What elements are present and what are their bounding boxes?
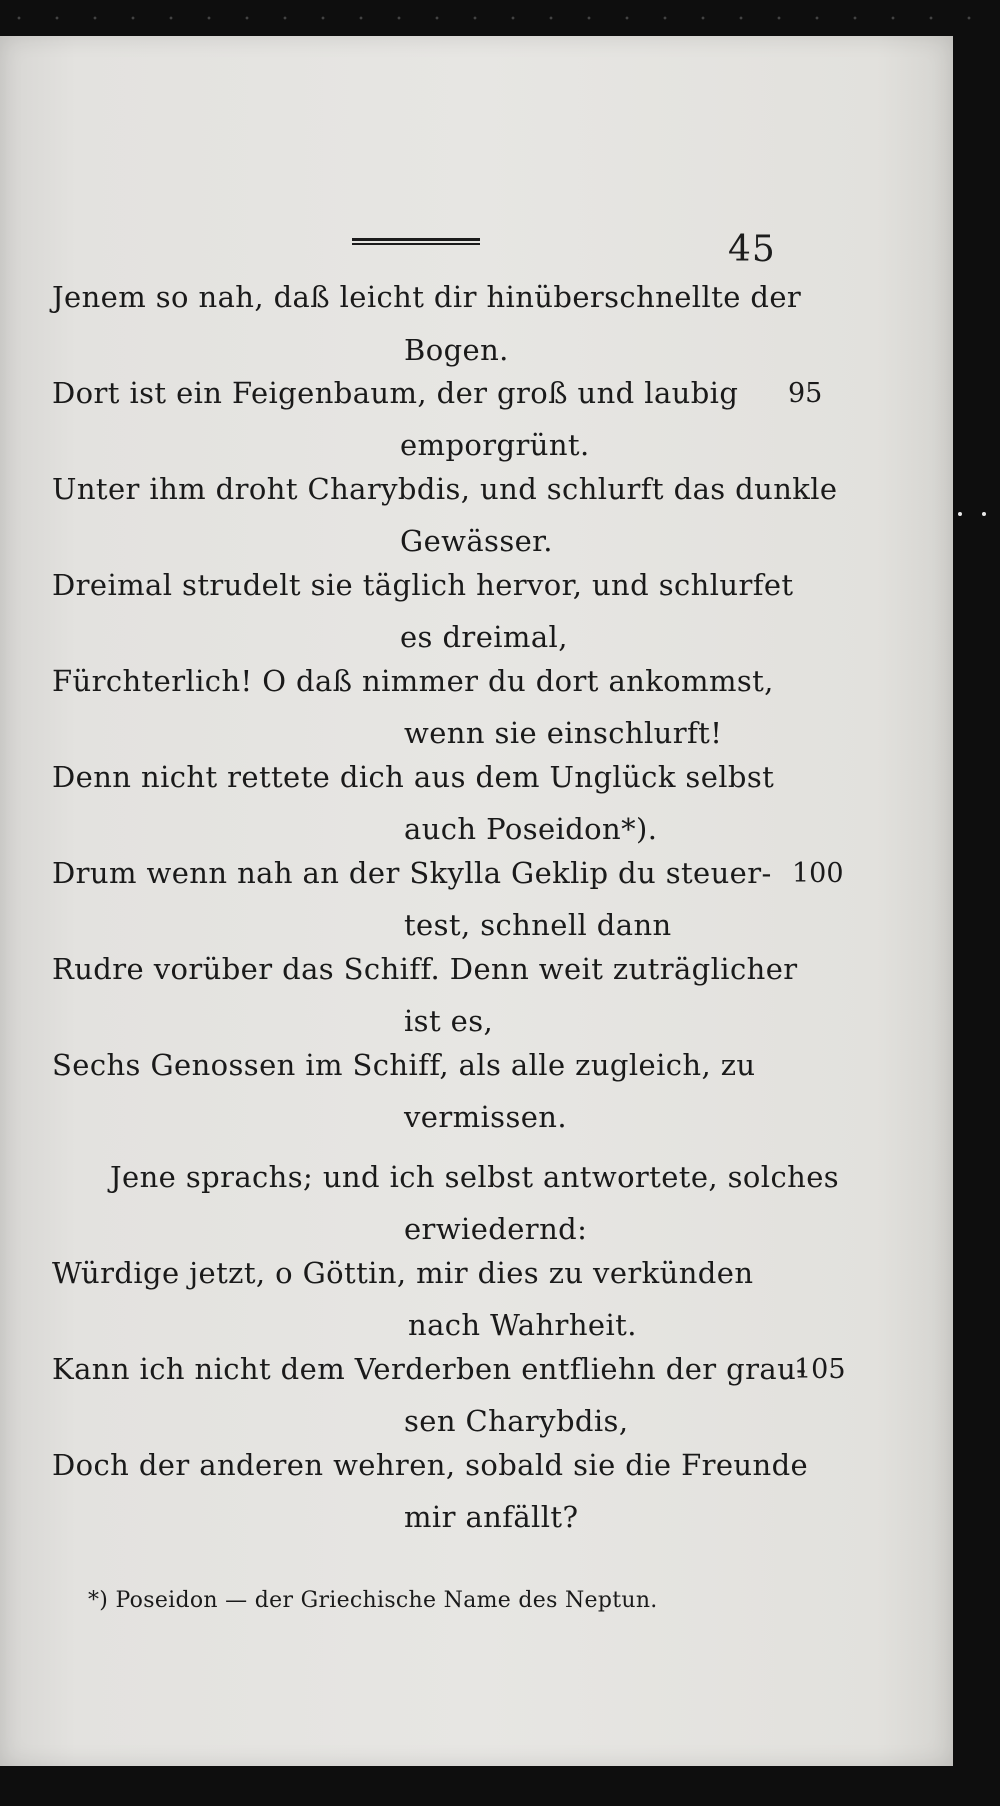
line-number: 105 bbox=[794, 1354, 846, 1385]
verse-line: Würdige jetzt, o Göttin, mir dies zu verkünden bbox=[52, 1256, 754, 1290]
verse-line: Fürchterlich! O daß nimmer du dort ankommst, bbox=[52, 664, 774, 698]
speck bbox=[958, 512, 962, 516]
book-page bbox=[0, 36, 953, 1766]
verse-continuation: mir anfällt? bbox=[404, 1500, 579, 1534]
verse-line: Unter ihm droht Charybdis, und schlurft das dunkle bbox=[52, 472, 838, 506]
verse-line: Kann ich nicht dem Verderben entfliehn der grau- bbox=[52, 1352, 807, 1386]
verse-continuation: emporgrünt. bbox=[400, 428, 590, 462]
verse-continuation: es dreimal, bbox=[400, 620, 568, 654]
verse-line: Rudre vorüber das Schiff. Denn weit zuträglicher bbox=[52, 952, 798, 986]
verse-line: Doch der anderen wehren, sobald sie die Freunde bbox=[52, 1448, 809, 1482]
speck bbox=[982, 512, 986, 516]
verse-continuation: Gewässer. bbox=[400, 524, 553, 558]
verse-line: Jenem so nah, daß leicht dir hinüberschnellte der bbox=[52, 280, 802, 314]
verse-line: Dort ist ein Feigenbaum, der groß und laubig bbox=[52, 376, 739, 410]
verse-line: Drum wenn nah an der Skylla Geklip du steuer- bbox=[52, 856, 772, 890]
verse-continuation: Bogen. bbox=[404, 333, 509, 367]
verse-line: Jene sprachs; und ich selbst antwortete, solches bbox=[110, 1160, 840, 1194]
top-edge-dots bbox=[0, 14, 1000, 22]
verse-continuation: ist es, bbox=[404, 1004, 494, 1038]
verse-line: Denn nicht rettete dich aus dem Unglück selbst bbox=[52, 760, 775, 794]
verse-continuation: erwiedernd: bbox=[404, 1212, 588, 1246]
verse-continuation: sen Charybdis, bbox=[404, 1404, 629, 1438]
header-rule bbox=[352, 238, 480, 245]
line-number: 100 bbox=[792, 858, 844, 889]
verse-line: Dreimal strudelt sie täglich hervor, und schlurfet bbox=[52, 568, 794, 602]
verse-continuation: test, schnell dann bbox=[404, 908, 672, 942]
verse-continuation: vermissen. bbox=[404, 1100, 568, 1134]
verse-continuation: auch Poseidon*). bbox=[404, 812, 658, 846]
line-number: 95 bbox=[788, 378, 823, 409]
verse-continuation: nach Wahrheit. bbox=[408, 1308, 637, 1342]
verse-line: Sechs Genossen im Schiff, als alle zugleich, zu bbox=[52, 1048, 756, 1082]
page-number: 45 bbox=[728, 229, 776, 270]
footnote: *) Poseidon — der Griechische Name des Neptun. bbox=[88, 1588, 658, 1613]
verse-continuation: wenn sie einschlurft! bbox=[404, 716, 723, 750]
